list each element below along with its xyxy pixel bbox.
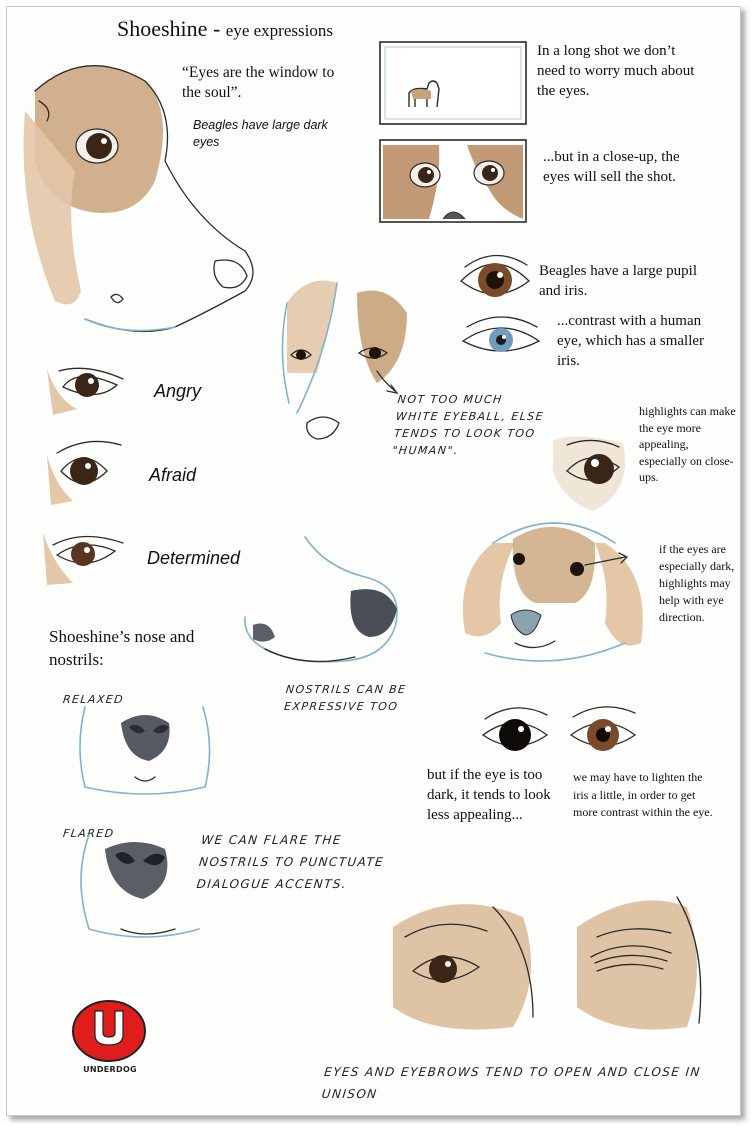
lighten-iris-note: we may have to lighten the iris a little, in order to get more contrast within the eye. <box>573 770 713 819</box>
angry-eye-icon <box>47 359 137 419</box>
nostrils-note: NOSTRILS CAN BE EXPRESSIVE TOO <box>283 683 408 713</box>
human-eye-icon <box>459 313 543 367</box>
afraid-eye-icon <box>47 435 137 507</box>
determined-label: Determined <box>147 548 241 568</box>
title-separator: - <box>207 16 226 41</box>
sketch-sheet <box>6 6 741 1116</box>
page-title <box>117 15 333 45</box>
dog-face-sketch <box>455 513 655 673</box>
white-eyeball-note: NOT TOO MUCH WHITE EYEBALL, ELSE TENDS TO LOOK TOO "HUMAN". <box>391 393 545 457</box>
long-shot-note: In a long shot we don’t need to worry much about the eyes. <box>537 43 695 99</box>
underdog-logo-text: UNDERDOG <box>83 1065 137 1074</box>
open-eye-brow-sketch <box>383 887 543 1037</box>
closed-eye-brow-sketch <box>567 887 717 1037</box>
close-up-note: ...but in a close-up, the eyes will sell the shot. <box>543 149 680 185</box>
lightened-iris-eye-icon <box>563 701 643 761</box>
beagle-pupil-eye-icon <box>455 251 535 311</box>
eye-direction-note: if the eyes are especially dark, highlights may help with eye direction. <box>659 542 735 624</box>
side-nose-sketch <box>235 537 425 677</box>
human-eye-note: ...contrast with a human eye, which has a smaller iris. <box>557 313 705 369</box>
relaxed-nose-icon <box>65 697 225 807</box>
title-main: Shoeshine <box>117 16 208 41</box>
long-shot-frame <box>379 41 529 127</box>
highlights-note: highlights can make the eye more appealing, especially on close-ups. <box>639 404 736 484</box>
relaxed-label: RELAXED <box>62 693 125 706</box>
pupil-note: Beagles have a large pupil and iris. <box>539 263 697 299</box>
eyebrows-unison-note: EYES AND EYEBROWS TEND TO OPEN AND CLOSE IN UNISON <box>321 1065 702 1101</box>
angry-label: Angry <box>154 381 202 401</box>
flared-label: FLARED <box>62 827 116 840</box>
determined-eye-icon <box>43 523 133 587</box>
too-dark-note: but if the eye is too dark, it tends to look less appealing... <box>427 767 551 823</box>
flare-note: WE CAN FLARE THE NOSTRILS TO PUNCTUATE DIALOGUE ACCENTS. <box>195 833 385 891</box>
highlight-eye-icon <box>553 431 633 521</box>
underdog-logo-icon <box>69 997 149 1067</box>
nose-heading: Shoeshine’s nose and nostrils: <box>49 627 195 669</box>
afraid-label: Afraid <box>149 465 197 485</box>
quote-text: “Eyes are the window to the soul”. <box>182 64 335 101</box>
beagle-large-eyes-note: Beagles have large dark eyes <box>193 118 328 149</box>
close-up-frame <box>379 139 529 225</box>
title-sub: eye expressions <box>225 21 333 40</box>
dark-eye-icon <box>475 701 555 761</box>
